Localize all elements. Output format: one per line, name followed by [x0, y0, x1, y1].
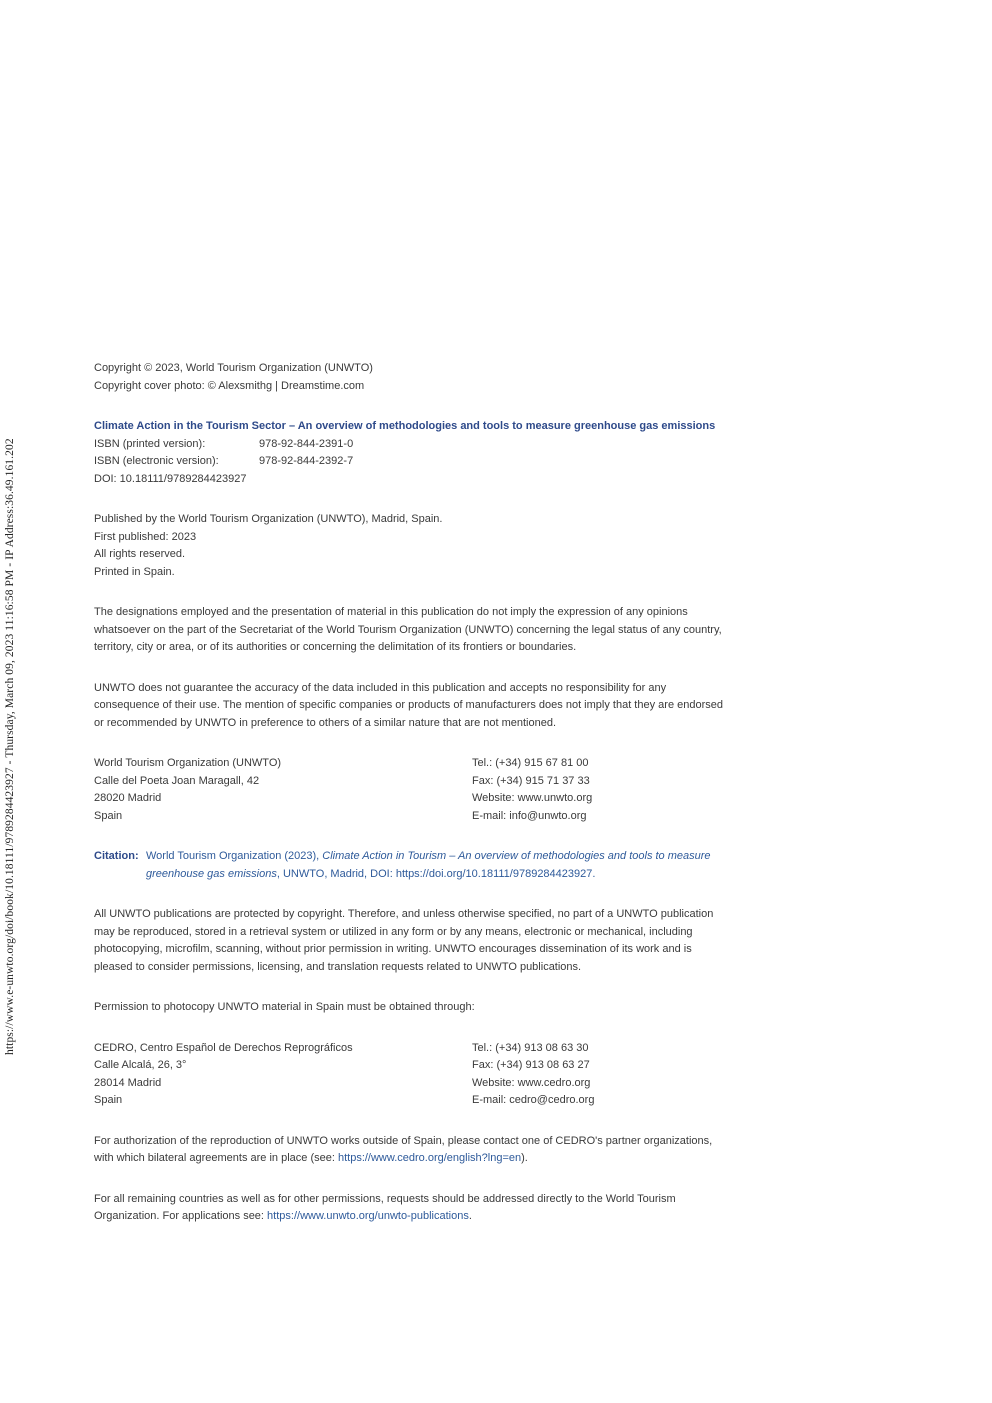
citation-label: Citation:: [94, 850, 139, 862]
isbn-electronic-value: 978-92-844-2392-7: [259, 455, 354, 467]
fax-line: Fax: (+34) 913 08 63 27: [472, 1059, 590, 1071]
remaining-block: [94, 1191, 794, 1226]
isbn-printed-row: [94, 436, 794, 454]
permission-intro: Permission to photocopy UNWTO material in Spain must be obtained through:: [94, 1001, 475, 1013]
publisher-line: Published by the World Tourism Organization (UNWTO), Madrid, Spain.: [94, 513, 443, 525]
permission-block: [94, 999, 794, 1017]
authorization-block: [94, 1133, 794, 1168]
authorization-paragraph: [94, 1133, 724, 1168]
cedro-contact: [94, 1040, 794, 1110]
unwto-contact: [94, 755, 794, 825]
printed-line: Printed in Spain.: [94, 565, 175, 578]
isbn-printed-label: ISBN (printed version):: [94, 437, 206, 450]
remaining-paragraph: [94, 1191, 724, 1226]
copyright-notice-paragraph: All UNWTO publications are protected by copyright. Therefore, and unless otherwise specified, no part of a UNWTO publication may be reproduced, stored in a retrieval system or utilized in any form or by any means, electronic or mechanical, including photocopying, microfilm, scanning, without prior permission in writing. UNWTO encourages dissemination of its work and is pleased to consider permissions, licensing, and translation requests related to UNWTO publications.: [94, 908, 714, 973]
address-line: Calle del Poeta Joan Maragall, 42: [94, 774, 260, 787]
designations-block: [94, 604, 794, 657]
unwto-contact-details: [472, 755, 592, 825]
copyright-notice-block: [94, 906, 794, 976]
cover-photo-credit: Copyright cover photo: © Alexsmithg | Dreamstime.com: [94, 379, 365, 392]
citation-block: [94, 848, 794, 883]
citation-text: [146, 848, 726, 883]
cedro-link[interactable]: https://www.cedro.org/english?lng=en: [337, 1152, 522, 1164]
citation-title: Climate Action in Tourism – An overview of methodologies and tools to measure greenhouse gas emissions: [146, 850, 711, 880]
address-line: World Tourism Organization (UNWTO): [94, 757, 282, 769]
authorization-end: ).: [521, 1152, 528, 1164]
published-block: [94, 511, 794, 581]
imprint-page: [94, 360, 794, 1249]
disclaimer-paragraph: UNWTO does not guarantee the accuracy of the data included in this publication and accepts no responsibility for any consequence of their use. The mention of specific companies or products of manufacturers does not imply that they are endorsed or recommended by UNWTO in preference to others of a similar nature that are not mentioned.: [94, 681, 723, 729]
cedro-contact-details: [472, 1040, 594, 1110]
address-line: Spain: [94, 1094, 123, 1106]
isbn-electronic-label: ISBN (electronic version):: [94, 455, 219, 467]
publication-block: [94, 418, 794, 488]
address-line: 28014 Madrid: [94, 1076, 162, 1089]
unwto-address: [94, 755, 472, 825]
download-watermark: https://www.e-unwto.org/doi/book/10.18111/9789284423927 - Thursday, March 09, 2023 11:16:58 PM - IP Address:36.49.161.202: [4, 438, 16, 1055]
copyright-block: [94, 360, 794, 395]
rights-line: All rights reserved.: [94, 548, 186, 560]
remaining-end: .: [468, 1210, 472, 1222]
fax-line: Fax: (+34) 915 71 37 33: [472, 774, 590, 787]
unwto-publications-link[interactable]: https://www.unwto.org/unwto-publications: [267, 1210, 469, 1222]
address-line: Spain: [94, 809, 123, 822]
phone-line: Tel.: (+34) 913 08 63 30: [472, 1041, 589, 1054]
disclaimer-block: [94, 680, 794, 733]
doi-line: DOI: 10.18111/9789284423927: [94, 472, 247, 485]
authorization-text: For authorization of the reproduction of UNWTO works outside of Spain, please contact one of CEDRO's partner organizations, with which bilateral agreements are in place (see:: [94, 1134, 713, 1164]
address-line: Calle Alcalá, 26, 3°: [94, 1059, 187, 1071]
isbn-electronic-row: [94, 453, 794, 471]
website-line: Website: www.unwto.org: [472, 792, 593, 804]
cedro-address: [94, 1040, 472, 1110]
copyright-line: Copyright © 2023, World Tourism Organization (UNWTO): [94, 362, 373, 374]
email-line: E-mail: cedro@cedro.org: [472, 1094, 595, 1106]
designations-paragraph: The designations employed and the presentation of material in this publication do not imply the expression of any opinions whatsoever on the part of the Secretariat of the World Tourism Organization (UNWTO) concerning the legal status of any country, territory, city or area, or of its authorities or concerning the delimitation of its frontiers or boundaries.: [94, 606, 722, 653]
isbn-printed-value: 978-92-844-2391-0: [259, 437, 354, 450]
remaining-text: For all remaining countries as well as for other permissions, requests should be addressed directly to the World Tourism Organization. For applications see:: [94, 1192, 676, 1222]
email-line: E-mail: info@unwto.org: [472, 809, 587, 822]
publication-title: Climate Action in the Tourism Sector – An overview of methodologies and tools to measure greenhouse gas emissions: [94, 420, 716, 432]
first-published-line: First published: 2023: [94, 530, 197, 543]
address-line: CEDRO, Centro Español de Derechos Reprográficos: [94, 1041, 353, 1054]
citation-author: World Tourism Organization (2023),: [146, 850, 323, 862]
website-line: Website: www.cedro.org: [472, 1076, 591, 1089]
phone-line: Tel.: (+34) 915 67 81 00: [472, 757, 589, 769]
address-line: 28020 Madrid: [94, 792, 162, 804]
citation-doi[interactable]: , UNWTO, Madrid, DOI: https://doi.org/10.18111/9789284423927.: [276, 867, 596, 880]
